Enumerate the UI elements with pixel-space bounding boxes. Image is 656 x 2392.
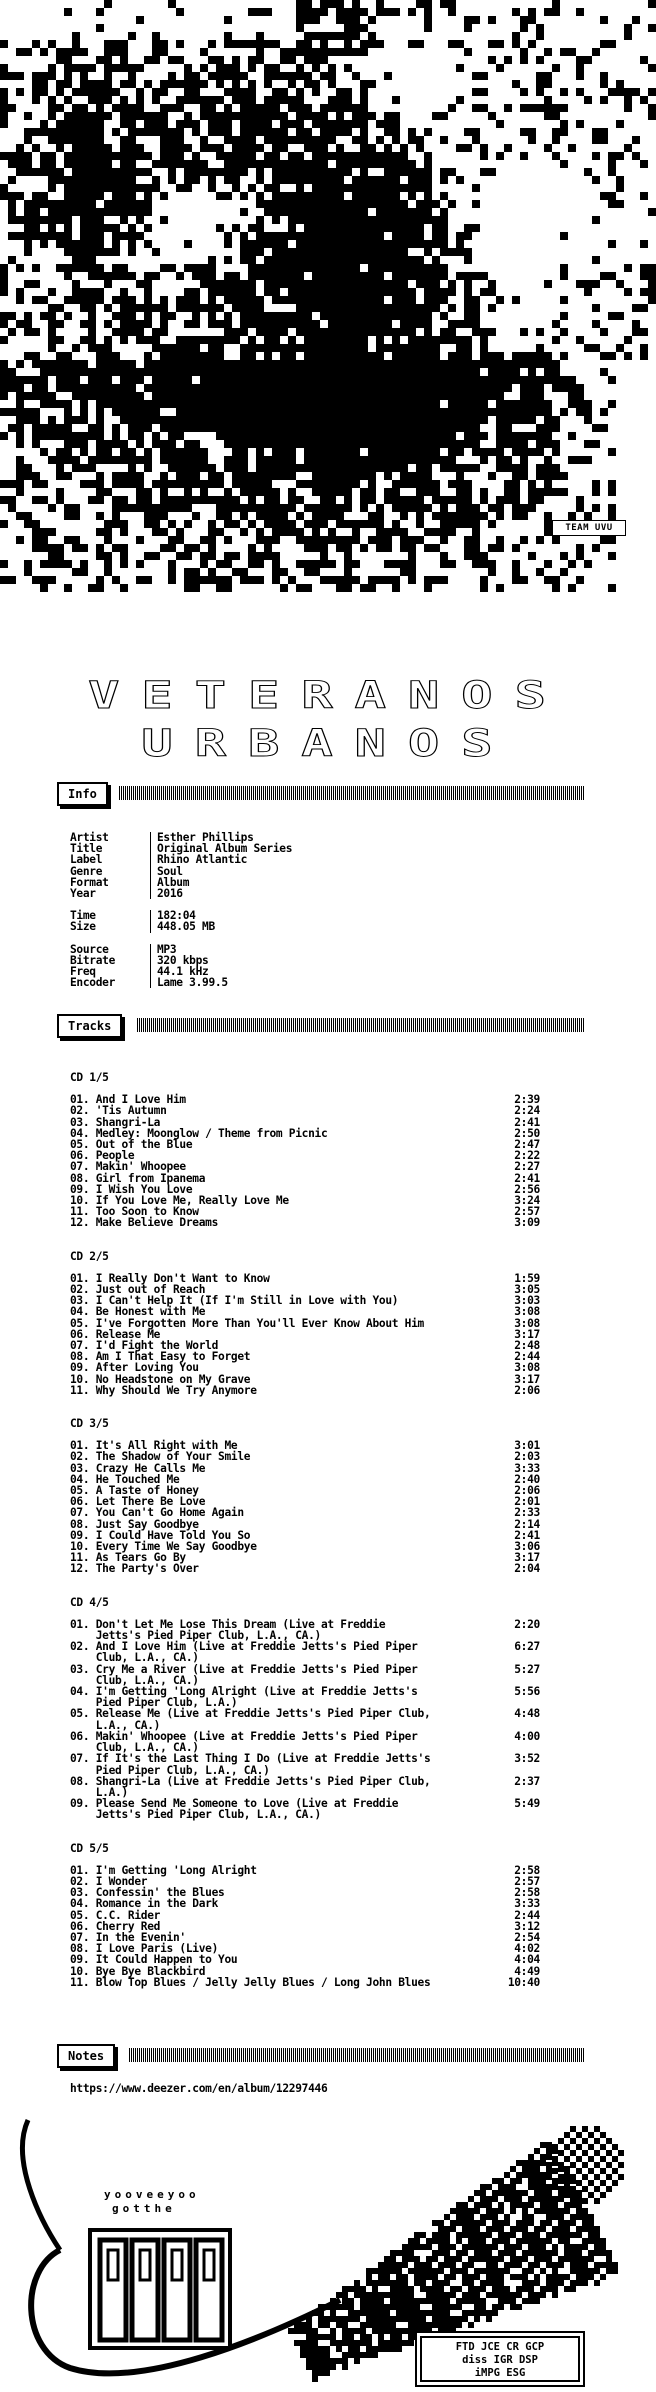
credits-box	[420, 2336, 580, 2382]
info-value: Original Album Series	[150, 843, 292, 854]
track-duration: 2:50	[514, 1126, 540, 1140]
track-duration: 2:06	[514, 1383, 540, 1397]
track-duration: 6:27	[514, 1640, 540, 1654]
track-title: 02. The Shadow of Your Smile	[70, 1450, 251, 1464]
info-key: Year	[70, 886, 96, 900]
track-duration: 5:49	[514, 1797, 540, 1811]
track-duration: 3:17	[514, 1372, 540, 1386]
info-value: 320 kbps	[150, 955, 208, 966]
info-row	[70, 944, 292, 955]
tracks-header-label: Tracks	[57, 1014, 122, 1038]
track-duration: 3:12	[514, 1919, 540, 1933]
track-row	[70, 1306, 540, 1317]
track-title: 04. I'm Getting 'Long Alright (Live at Freddie Jetts's Pied Piper Club, L.A.)	[70, 1685, 418, 1710]
track-title: 02. I Wonder	[70, 1874, 148, 1888]
track-title: 07. If It's the Last Thing I Do (Live at Freddie Jetts's Pied Piper Club, L.A., CA.)	[70, 1752, 431, 1777]
track-title: 01. Don't Let Me Lose This Dream (Live at Freddie Jetts's Pied Piper Club, L.A., CA.)	[70, 1617, 386, 1643]
track-title: 08. Girl from Ipanema	[70, 1171, 206, 1185]
track-duration: 3:05	[514, 1283, 540, 1297]
track-title: 06. Makin' Whoopee (Live at Freddie Jetts's Pied Piper Club, L.A., CA.)	[70, 1729, 418, 1755]
track-title: 09. After Loving You	[70, 1361, 199, 1375]
cd-block	[70, 1072, 540, 1229]
track-title: 09. I Could Have Told You So	[70, 1528, 251, 1542]
cd-title: CD 1/5	[70, 1071, 109, 1084]
info-key: Size	[70, 920, 96, 934]
cd-block	[70, 1597, 540, 1821]
track-duration: 4:49	[514, 1964, 540, 1978]
track-duration: 3:08	[514, 1305, 540, 1319]
track-row	[70, 1563, 540, 1574]
track-title: 08. I Love Paris (Live)	[70, 1942, 219, 1956]
track-row	[70, 1385, 540, 1396]
track-title: 02. 'Tis Autumn	[70, 1104, 167, 1118]
track-row	[70, 1753, 540, 1775]
info-key: Artist	[70, 831, 109, 844]
track-title: 11. Too Soon to Know	[70, 1205, 199, 1219]
track-title: 04. Medley: Moonglow / Theme from Picnic	[70, 1126, 328, 1140]
track-title: 01. I Really Don't Want to Know	[70, 1271, 270, 1285]
track-duration: 2:41	[514, 1528, 540, 1542]
info-key: Freq	[70, 964, 96, 978]
track-row	[70, 1954, 540, 1965]
track-duration: 3:52	[514, 1752, 540, 1766]
track-duration: 2:57	[514, 1874, 540, 1888]
track-duration: 3:33	[514, 1461, 540, 1475]
track-title: 08. Am I That Easy to Forget	[70, 1350, 251, 1364]
track-title: 07. I'd Fight the World	[70, 1339, 219, 1353]
track-row	[70, 1898, 540, 1909]
track-title: 12. The Party's Over	[70, 1562, 199, 1576]
notes-section-header	[57, 2044, 585, 2066]
info-value: 448.05 MB	[150, 921, 215, 932]
track-title: 12. Make Believe Dreams	[70, 1216, 219, 1230]
info-row	[70, 921, 292, 932]
track-duration: 5:56	[514, 1685, 540, 1699]
credits-line-1: FTD JCE CR GCP	[455, 2341, 545, 2353]
track-title: 01. And I Love Him	[70, 1093, 186, 1107]
track-duration: 2:20	[514, 1617, 540, 1631]
track-duration: 5:27	[514, 1662, 540, 1676]
singer-portrait-image	[0, 0, 656, 640]
track-duration: 2:58	[514, 1863, 540, 1877]
track-duration: 2:40	[514, 1472, 540, 1486]
tagline-line-2: gotthe	[112, 2202, 176, 2215]
track-row	[70, 1686, 540, 1708]
cd-block	[70, 1418, 540, 1575]
cd-title: CD 4/5	[70, 1595, 109, 1609]
track-duration: 2:06	[514, 1484, 540, 1498]
hero-pixel-art	[0, 0, 656, 640]
track-title: 07. You Can't Go Home Again	[70, 1506, 244, 1520]
track-duration: 4:00	[514, 1729, 540, 1743]
cd-block	[70, 1843, 540, 1988]
info-key: Source	[70, 942, 109, 956]
info-key: Encoder	[70, 976, 116, 990]
track-duration: 3:01	[514, 1439, 540, 1453]
track-title: 03. Confessin' the Blues	[70, 1886, 225, 1900]
track-title: 11. Why Should We Try Anymore	[70, 1383, 257, 1397]
track-duration: 3:06	[514, 1540, 540, 1554]
track-title: 04. He Touched Me	[70, 1472, 180, 1486]
info-value: 2016	[150, 888, 183, 899]
track-duration: 2:04	[514, 1562, 540, 1576]
track-title: 05. C.C. Rider	[70, 1908, 161, 1922]
track-duration: 3:17	[514, 1551, 540, 1565]
track-row	[70, 1641, 540, 1663]
track-title: 08. Just Say Goodbye	[70, 1517, 199, 1531]
track-duration: 2:22	[514, 1149, 540, 1163]
info-value: Soul	[150, 866, 183, 877]
track-duration: 2:48	[514, 1339, 540, 1353]
info-key: Format	[70, 875, 109, 889]
info-row	[70, 977, 292, 988]
cd-block	[70, 1251, 540, 1396]
info-header-stripe	[119, 786, 585, 800]
track-row	[70, 1664, 540, 1686]
info-value: 182:04	[150, 910, 196, 921]
track-row	[70, 1362, 540, 1373]
track-duration: 2:44	[514, 1350, 540, 1364]
info-key: Bitrate	[70, 953, 116, 967]
title-line-2: URBANOS	[141, 722, 515, 766]
track-row	[70, 1977, 540, 1988]
track-title: 06. People	[70, 1149, 135, 1163]
track-duration: 4:48	[514, 1707, 540, 1721]
info-row	[70, 854, 292, 865]
info-value: Album	[150, 877, 189, 888]
track-title: 03. Crazy He Calls Me	[70, 1461, 206, 1475]
info-value: Lame 3.99.5	[150, 977, 228, 988]
track-title: 09. I Wish You Love	[70, 1182, 193, 1196]
track-duration: 3:03	[514, 1294, 540, 1308]
track-row	[70, 1217, 540, 1228]
track-duration: 10:40	[507, 1975, 540, 1989]
info-section-header	[57, 782, 585, 804]
track-title: 06. Cherry Red	[70, 1919, 161, 1933]
info-value: Esther Phillips	[150, 832, 254, 843]
tracks-section-header	[57, 1014, 585, 1036]
credits-line-3: iMPG ESG	[474, 2367, 526, 2379]
track-row	[70, 1507, 540, 1518]
title-line-1: VETERANOS	[88, 674, 568, 718]
track-title: 03. Shangri-La	[70, 1115, 161, 1129]
track-duration: 3:09	[514, 1216, 540, 1230]
cd-title: CD 3/5	[70, 1417, 109, 1431]
info-value: 44.1 kHz	[150, 966, 208, 977]
track-duration: 2:47	[514, 1138, 540, 1151]
track-duration: 2:54	[514, 1930, 540, 1944]
track-title: 10. Every Time We Say Goodbye	[70, 1540, 257, 1554]
track-duration: 2:01	[514, 1495, 540, 1509]
track-duration: 3:08	[514, 1361, 540, 1375]
track-duration: 3:08	[514, 1316, 540, 1330]
info-row	[70, 888, 292, 899]
track-duration: 1:59	[514, 1271, 540, 1285]
track-row	[70, 1139, 540, 1150]
track-title: 09. Please Send Me Someone to Love (Live at Freddie Jetts's Pied Piper Club, L.A., CA.)	[70, 1797, 399, 1822]
track-duration: 3:24	[514, 1194, 540, 1208]
track-title: 07. In the Evenin'	[70, 1930, 186, 1944]
track-duration: 2:58	[514, 1886, 540, 1900]
info-key: Title	[70, 842, 103, 856]
track-duration: 2:33	[514, 1506, 540, 1520]
track-title: 05. A Taste of Honey	[70, 1484, 199, 1498]
info-key: Label	[70, 853, 103, 867]
track-row	[70, 1731, 540, 1753]
track-title: 08. Shangri-La (Live at Freddie Jetts's Pied Piper Club, L.A.)	[70, 1774, 431, 1799]
info-key: Genre	[70, 864, 103, 878]
cd-title: CD 5/5	[70, 1841, 109, 1855]
track-title: 03. Cry Me a River (Live at Freddie Jetts's Pied Piper Club, L.A., CA.)	[70, 1662, 418, 1687]
notes-url: https://www.deezer.com/en/album/12297446	[70, 2082, 328, 2095]
track-duration: 3:17	[514, 1327, 540, 1341]
info-block	[70, 832, 292, 988]
track-duration: 2:44	[514, 1908, 540, 1922]
cd-title: CD 2/5	[70, 1249, 109, 1263]
track-title: 09. It Could Happen to You	[70, 1953, 238, 1967]
credits-line-2: diss IGR DSP	[462, 2354, 538, 2366]
track-title: 05. I've Forgotten More Than You'll Ever Know About Him	[70, 1316, 424, 1330]
track-duration: 2:56	[514, 1182, 540, 1196]
track-duration: 2:14	[514, 1517, 540, 1531]
track-duration: 3:33	[514, 1897, 540, 1911]
track-duration: 2:41	[514, 1171, 540, 1185]
track-title: 10. No Headstone on My Grave	[70, 1372, 251, 1386]
info-value: MP3	[150, 944, 176, 955]
track-title: 03. I Can't Help It (If I'm Still in Love with You)	[70, 1294, 399, 1308]
track-duration: 2:57	[514, 1205, 540, 1219]
track-title: 04. Romance in the Dark	[70, 1897, 219, 1911]
track-duration: 4:04	[514, 1953, 540, 1967]
track-row	[70, 1619, 540, 1641]
info-value: Rhino Atlantic	[150, 854, 247, 865]
track-duration: 2:41	[514, 1115, 540, 1129]
info-header-label: Info	[57, 782, 108, 806]
track-title: 07. Makin' Whoopee	[70, 1160, 186, 1174]
track-title: 05. Release Me (Live at Freddie Jetts's Pied Piper Club, L.A., CA.)	[70, 1707, 431, 1732]
track-row	[70, 1161, 540, 1172]
track-title: 10. If You Love Me, Really Love Me	[70, 1194, 289, 1208]
track-row	[70, 1451, 540, 1462]
track-row	[70, 1798, 540, 1820]
tracklist	[70, 1072, 540, 2010]
info-key: Time	[70, 909, 96, 923]
track-row	[70, 1105, 540, 1116]
track-row	[70, 1776, 540, 1798]
track-row	[70, 1708, 540, 1730]
tagline-line-1: yooveeyoo	[104, 2188, 200, 2201]
track-title: 06. Let There Be Love	[70, 1495, 206, 1509]
track-title: 02. Just out of Reach	[70, 1283, 206, 1297]
track-title: 02. And I Love Him (Live at Freddie Jetts's Pied Piper Club, L.A., CA.)	[70, 1640, 418, 1665]
track-duration: 2:27	[514, 1160, 540, 1174]
track-title: 01. It's All Right with Me	[70, 1439, 238, 1453]
tracks-header-stripe	[137, 1018, 585, 1032]
track-duration: 2:39	[514, 1093, 540, 1107]
track-title: 01. I'm Getting 'Long Alright	[70, 1863, 257, 1877]
track-duration: 2:37	[514, 1774, 540, 1788]
track-title: 06. Release Me	[70, 1327, 161, 1341]
team-badge: TEAM UVU	[552, 520, 626, 536]
notes-header-label: Notes	[57, 2044, 115, 2068]
track-title: 04. Be Honest with Me	[70, 1305, 206, 1319]
track-duration: 2:03	[514, 1450, 540, 1464]
notes-header-stripe	[129, 2048, 585, 2062]
track-duration: 4:02	[514, 1942, 540, 1956]
track-duration: 2:24	[514, 1104, 540, 1118]
track-title: 10. Bye Bye Blackbird	[70, 1964, 206, 1978]
track-title: 05. Out of the Blue	[70, 1138, 193, 1151]
track-title: 11. As Tears Go By	[70, 1551, 186, 1565]
track-title: 11. Blow Top Blues / Jelly Jelly Blues / Long John Blues	[70, 1975, 431, 1989]
